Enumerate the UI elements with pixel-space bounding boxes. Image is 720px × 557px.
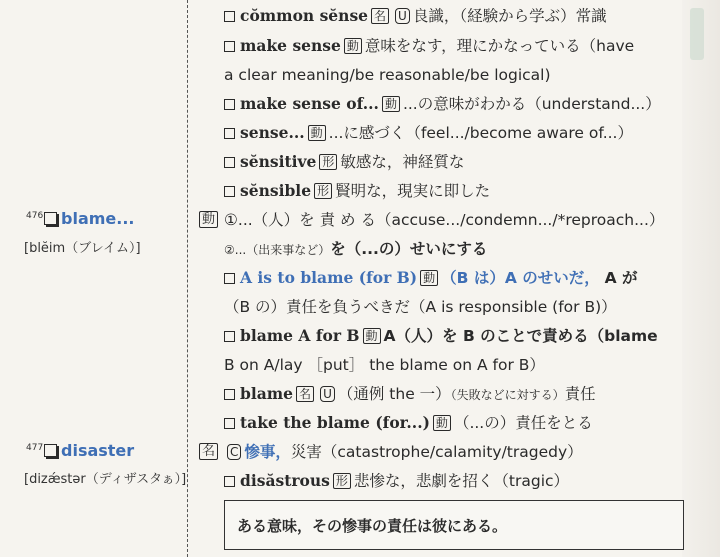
phrase-disastrous: disăstrous 形 悲惨な，悲劇を招く（tragic）	[224, 471, 569, 491]
phrase-make-sense-of: make sense of... 動 ...の意味がわかる（understand...）	[224, 94, 661, 114]
page-margin	[682, 0, 720, 557]
phrase-take-the-blame: take the blame (for...) 動 （...の）責任をとる	[224, 413, 593, 433]
pronunciation: [dizǽstər（ディザスタぁ）]	[24, 472, 187, 487]
checkbox-icon	[224, 186, 235, 197]
disaster-definition: C 惨事，災害（catastrophe/calamity/tragedy）	[224, 442, 583, 462]
headword-blame: blame...	[44, 209, 135, 228]
example-sentence-box	[224, 500, 684, 550]
column-divider	[187, 0, 188, 557]
checkbox-icon	[224, 273, 235, 284]
pronunciation: [blĕim（ブレイム）]	[24, 241, 141, 256]
phrase-sensible: sĕnsible 形 賢明な，現実に即した	[224, 181, 490, 201]
checkbox-icon	[224, 157, 235, 168]
phrase-continuation: （B の）責任を負うべきだ（A is responsible (for B)）	[224, 298, 617, 316]
checkbox-icon	[224, 99, 235, 110]
pos-badge: 形	[319, 154, 337, 170]
uncountable-badge: U	[320, 386, 335, 402]
checkbox-icon	[224, 128, 235, 139]
pos-badge: 形	[333, 473, 351, 489]
checkbox-icon	[224, 41, 235, 52]
pos-badge: 形	[314, 183, 332, 199]
checkbox-icon	[44, 212, 57, 225]
phrase-continuation: B on A/lay ［put］ the blame on A for B）	[224, 356, 545, 374]
checkbox-icon	[224, 11, 235, 22]
definition-1: ①...（人）を 責 め る（accuse.../condemn.../*reproach...）	[224, 211, 665, 229]
checkbox-icon	[224, 331, 235, 342]
phrase-blame-a-for-b: blame A for B 動 A（人）を B のことで責める（blame	[224, 326, 658, 346]
edge-mark	[690, 8, 704, 60]
pos-badge: 動	[363, 328, 381, 344]
pos-badge: 名	[371, 8, 389, 24]
checkbox-icon	[224, 476, 235, 487]
pos-badge: 名	[296, 386, 314, 402]
pos-badge: 動	[308, 125, 326, 141]
checkbox-icon	[224, 389, 235, 400]
pos-badge: 動	[382, 96, 400, 112]
entry-number: 476	[26, 211, 44, 221]
uncountable-badge: U	[395, 8, 410, 24]
definition-2: ②...（出来事など）を（...の）せいにする	[224, 240, 488, 258]
phrase-blame-noun: blame 名 U （通例 the 一）（失敗などに対する）責任	[224, 384, 596, 405]
phrase-sensitive: sĕnsitive 形 敏感な，神経質な	[224, 152, 464, 172]
phrase-common-sense: cŏmmon sĕnse 名 U 良識，（経験から学ぶ）常識	[224, 6, 607, 26]
pos-badge: 動	[199, 211, 218, 228]
pos-badge: 動	[420, 270, 438, 286]
entry-number: 477	[26, 443, 44, 453]
headword-disaster: disaster	[44, 441, 134, 460]
checkbox-icon	[224, 418, 235, 429]
countable-badge: C	[227, 444, 241, 460]
pos-badge: 動	[433, 415, 451, 431]
phrase-continuation: a clear meaning/be reasonable/be logical)	[224, 66, 551, 84]
checkbox-icon	[44, 444, 57, 457]
phrase-is-to-blame: A is to blame (for B) 動 （B は）A のせいだ， A が	[224, 268, 638, 288]
pos-badge: 動	[344, 38, 362, 54]
phrase-make-sense: make sense 動 意味をなす，理にかなっている（have	[224, 36, 634, 56]
phrase-sense-verb: sense... 動 ...に感づく（feel.../become aware of...）	[224, 123, 633, 143]
example-sentence: ある意味，その惨事の責任は彼にある。	[237, 517, 508, 535]
pos-badge: 名	[199, 443, 218, 460]
